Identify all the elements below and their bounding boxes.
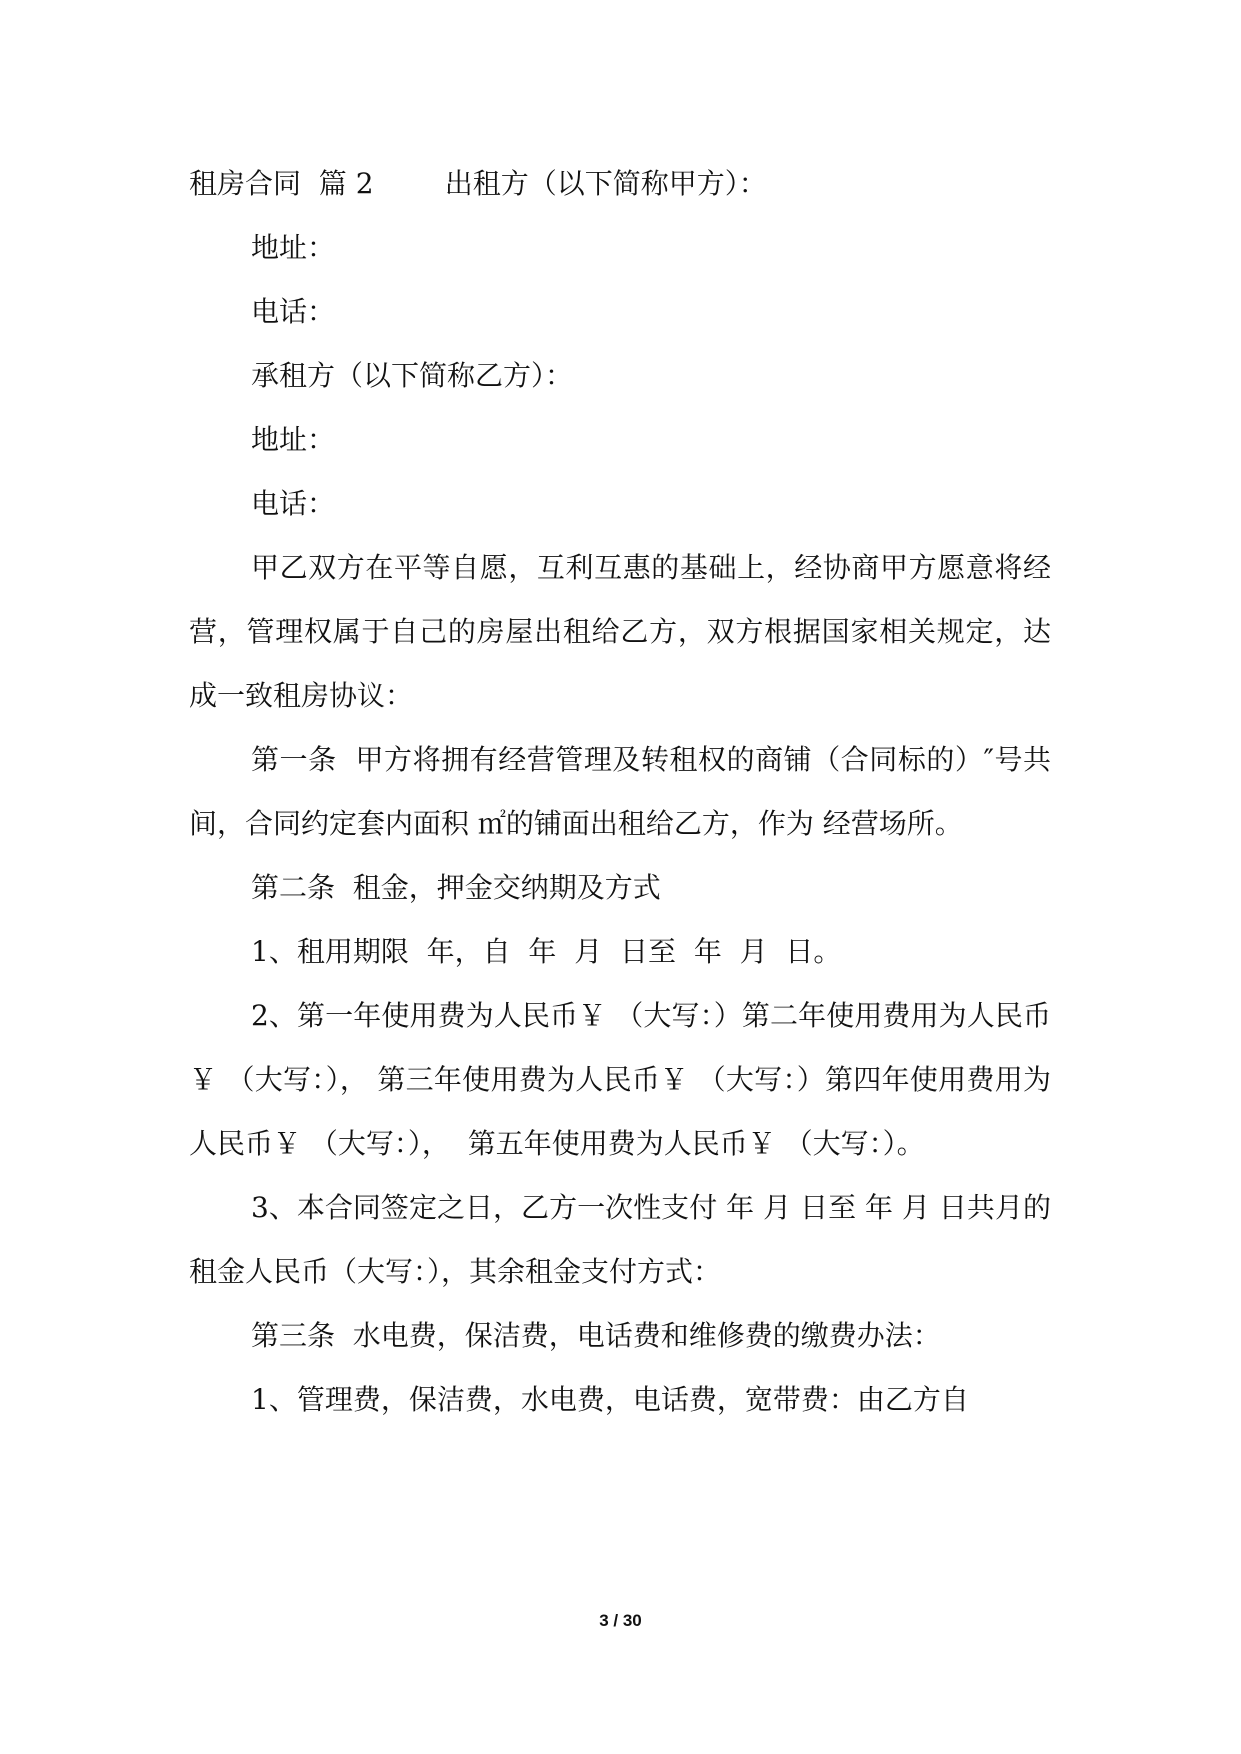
lessee-phone: 电话： [251,487,336,520]
page-number: 3 / 30 [599,1611,642,1630]
lessor-address: 地址： [251,231,336,264]
article-three-heading: 第三条 水电费，保洁费，电话费和维修费的缴费办法： [251,1319,941,1352]
article-three-item-1: 1、管理费，保洁费，水电费，电话费，宽带费：由乙方自 [251,1383,969,1416]
article-two-heading: 第二条 租金，押金交纳期及方式 [251,871,661,904]
lessee-address: 地址： [251,423,336,456]
article-two-item-2: 2、第一年使用费为人民币￥ （大写：）第二年使用费用为人民币￥ （大写：）， 第三年使用费为人民币￥ （大写：）第四年使用费用为人民币￥ （大写：）， 第五年使用费为人民币￥ （大写：）。 [189,999,1051,1160]
lessor-phone: 电话： [251,295,336,328]
article-two-item-3: 3、本合同签定之日，乙方一次性支付 年 月 日至 年 月 日共月的租金人民币（大写：），其余租金支付方式： [189,1191,1051,1288]
lessee-heading: 承租方（以下简称乙方）： [251,359,574,392]
heading-line: 租房合同 篇 2 出租方（以下简称甲方）： [189,167,767,200]
preamble-paragraph: 甲乙双方在平等自愿，互利互惠的基础上，经协商甲方愿意将经营，管理权属于自己的房屋出租给乙方，双方根据国家相关规定，达成一致租房协议： [189,551,1051,712]
article-two-item-1: 1、租用期限 年，自 年 月 日至 年 月 日。 [251,935,842,968]
document-body [189,152,1060,1432]
article-one: 第一条 甲方将拥有经营管理及转租权的商铺（合同标的）″号共 间，合同约定套内面积 ㎡的铺面出租给乙方，作为 经营场所。 [189,743,1060,840]
